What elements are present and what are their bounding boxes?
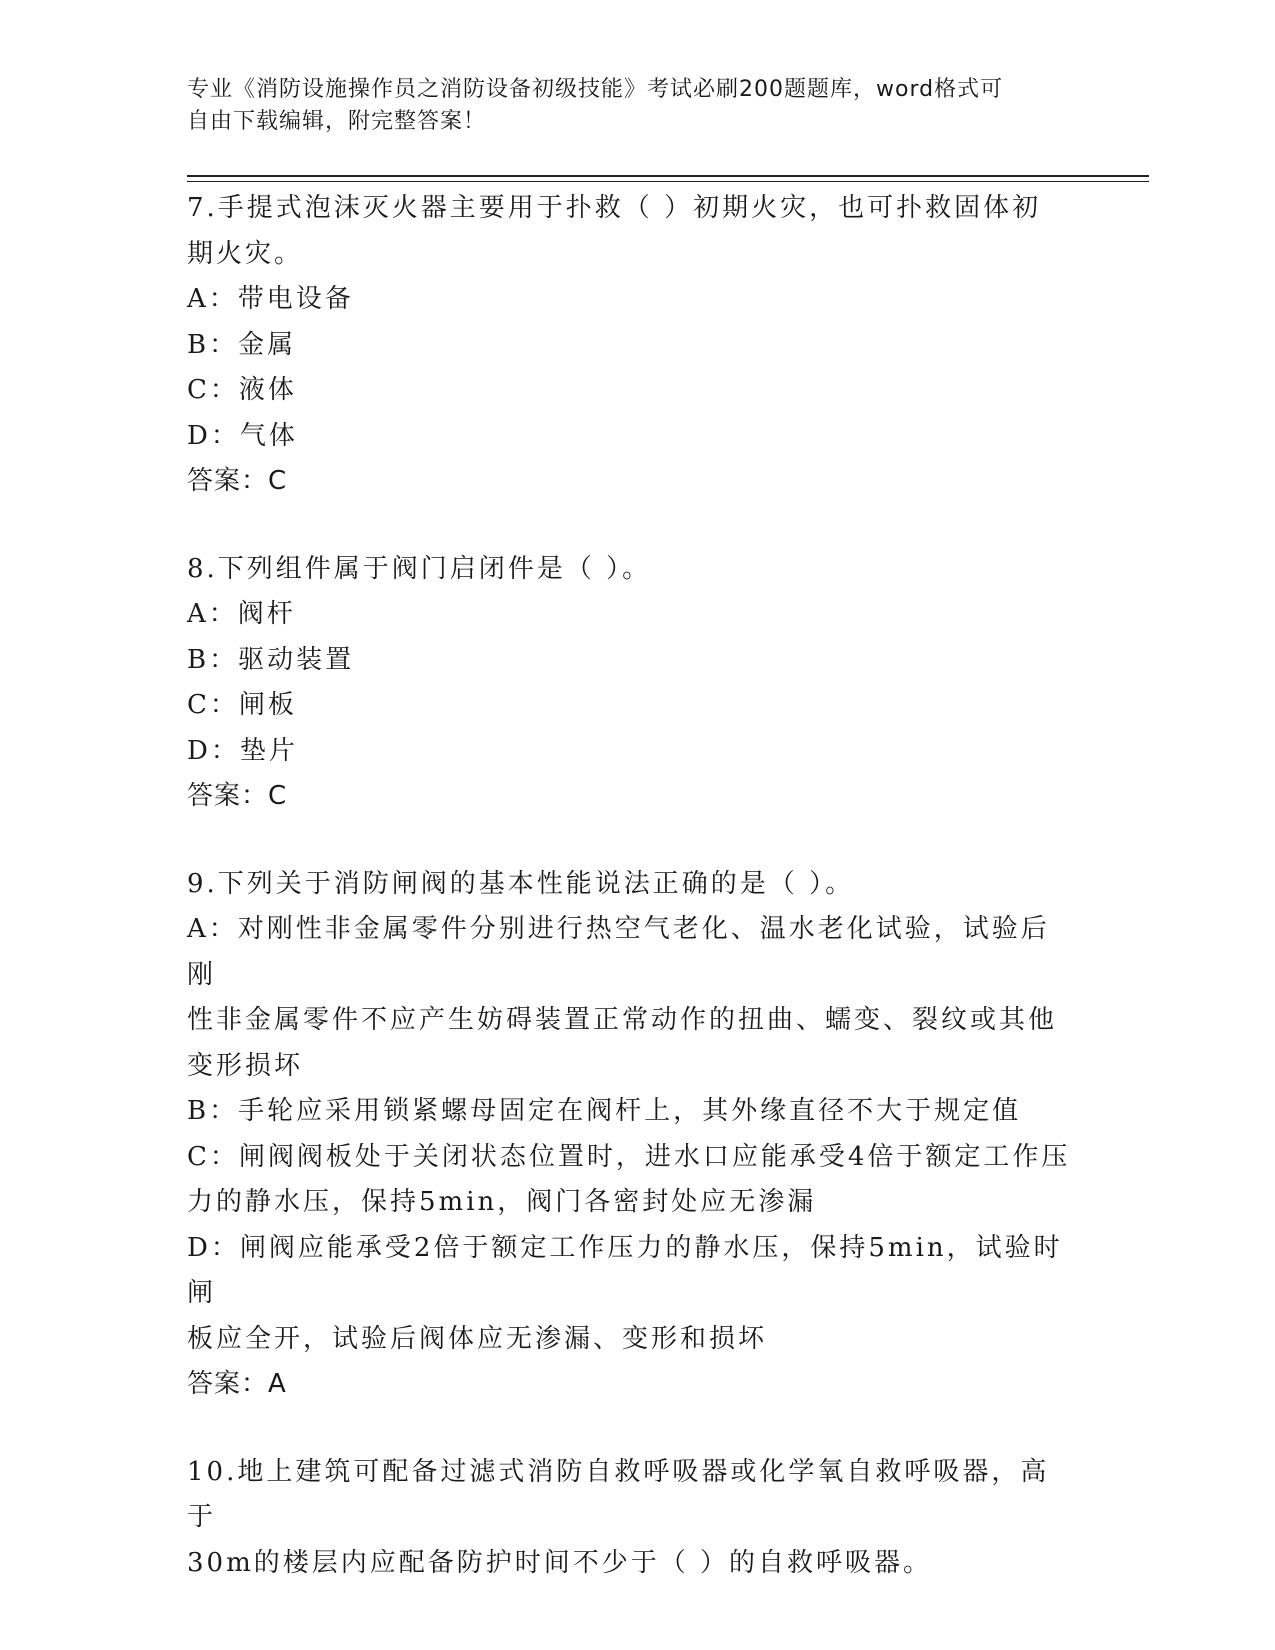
question-list bbox=[187, 186, 1077, 1586]
question-7-option-c: C：液体 bbox=[187, 375, 297, 405]
question-9-option-b: B：手轮应采用锁紧螺母固定在阀杆上，其外缘直径不大于规定值 bbox=[187, 1096, 1022, 1126]
question-7-stem-line-1: 7.手提式泡沫灭火器主要用于扑救（ ）初期火灾，也可扑救固体初 bbox=[187, 193, 1042, 223]
question-10-stem-line-2: 30m的楼层内应配备防护时间不少于（ ）的自救呼吸器。 bbox=[187, 1547, 933, 1578]
question-8-stem-line-1: 8.下列组件属于阀门启闭件是（ ）。 bbox=[187, 553, 652, 584]
question-7 bbox=[187, 186, 1077, 505]
question-9-option-c-line-1: C：闸阀阀板处于关闭状态位置时，进水口应能承受4倍于额定工作压 bbox=[187, 1141, 1071, 1172]
question-9-stem-line-1: 9.下列关于消防闸阀的基本性能说法正确的是（ ）。 bbox=[187, 868, 855, 899]
question-9 bbox=[187, 862, 1077, 1408]
spacer bbox=[187, 820, 1077, 862]
question-9-option-a-line-2: 性非金属零件不应产生妨碍装置正常动作的扭曲、蠕变、裂纹或其他 bbox=[187, 1005, 1058, 1035]
question-9-option-a-line-1: A：对刚性非金属零件分别进行热空气老化、温水老化试验，试验后刚 bbox=[187, 914, 1050, 990]
question-9-option-c-line-2: 力的静水压，保持5min，阀门各密封处应无渗漏 bbox=[187, 1187, 817, 1217]
question-7-stem-line-2: 期火灾。 bbox=[187, 238, 304, 269]
header-divider-thick bbox=[187, 175, 1149, 177]
header-line-1: 专业《消防设施操作员之消防设备初级技能》考试必刷200题题库，word格式可 bbox=[187, 77, 1004, 102]
question-9-option-d-line-2: 板应全开，试验后阀体应无渗漏、变形和损坏 bbox=[187, 1323, 768, 1354]
question-8 bbox=[187, 547, 1077, 820]
question-9-option-d-line-1: D：闸阀应能承受2倍于额定工作压力的静水压，保持5min，试验时闸 bbox=[187, 1232, 1063, 1308]
question-7-option-b: B：金属 bbox=[187, 329, 297, 360]
question-8-answer: 答案：C bbox=[187, 781, 288, 811]
question-8-option-c: C：闸板 bbox=[187, 690, 297, 720]
spacer bbox=[187, 505, 1077, 547]
document-header bbox=[187, 74, 1067, 138]
question-8-option-a: A：阀杆 bbox=[187, 599, 296, 629]
question-10-stem-line-1: 10.地上建筑可配备过滤式消防自救呼吸器或化学氧自救呼吸器，高于 bbox=[187, 1456, 1050, 1532]
header-divider-thin bbox=[187, 181, 1149, 182]
spacer bbox=[187, 1408, 1077, 1450]
question-8-option-d: D：垫片 bbox=[187, 735, 298, 766]
question-8-option-b: B：驱动装置 bbox=[187, 644, 355, 675]
question-7-option-d: D：气体 bbox=[187, 420, 298, 451]
question-10 bbox=[187, 1450, 1077, 1587]
question-9-answer: 答案：A bbox=[187, 1369, 287, 1399]
question-7-answer: 答案：C bbox=[187, 466, 288, 496]
question-7-option-a: A：带电设备 bbox=[187, 284, 354, 314]
header-line-2: 自由下载编辑，附完整答案！ bbox=[187, 109, 487, 134]
question-9-option-a-line-3: 变形损坏 bbox=[187, 1050, 304, 1081]
